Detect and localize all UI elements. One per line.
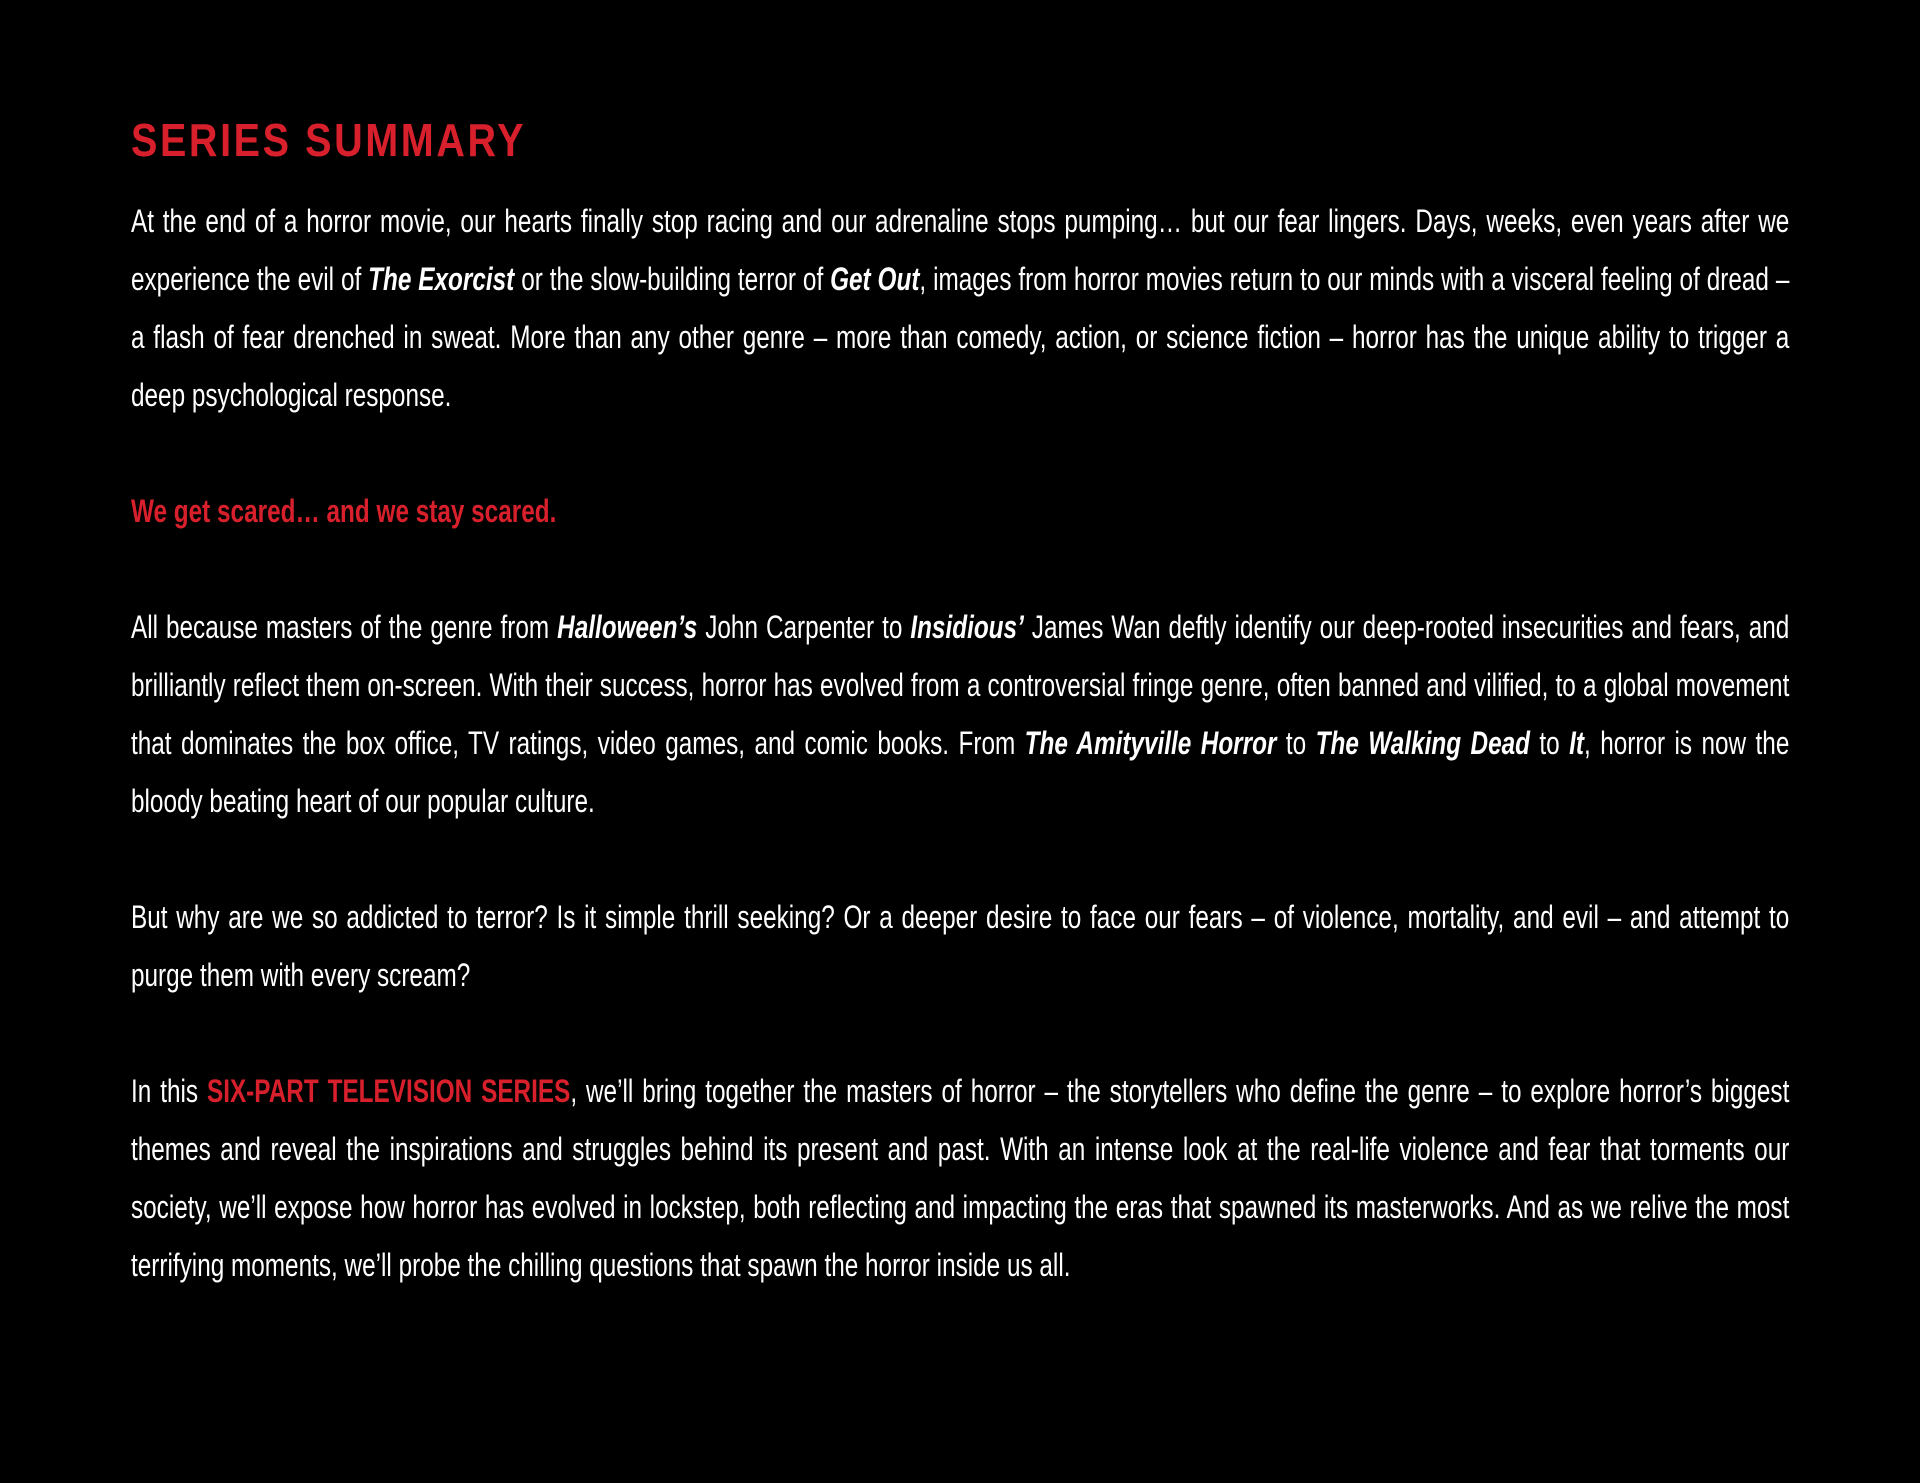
film-title: Get Out — [830, 261, 920, 297]
text-run: to — [1529, 725, 1570, 761]
intro-paragraph — [131, 192, 1789, 424]
series-paragraph — [131, 1062, 1789, 1294]
text-run: , images from horror movies return to our minds with a visceral feeling of dread – a flash of fear drenched in sweat. More than any other genre – more than comedy, action, or science fiction – horror has the unique ability to trigger a deep psychological response. — [131, 261, 1790, 413]
series-highlight: SIX-PART TELEVISION SERIES — [206, 1073, 571, 1109]
text-run: , we’ll bring together the masters of horror – the storytellers who define the genre – to explore horror’s biggest themes and reveal the inspirations and struggles behind its present and past. With an intense look at the real-life violence and fear that torments our society, we’ll expose how horror has evolved in lockstep, both reflecting and impacting the eras that spawned its masterworks. And as we relive the most terrifying moments, we’ll probe the chilling questions that spawn the horror inside us all. — [131, 1073, 1790, 1283]
film-title: The Exorcist — [368, 261, 515, 297]
film-title: Insidious’ — [910, 609, 1024, 645]
page-title: SERIES SUMMARY — [131, 114, 527, 166]
question-paragraph: But why are we so addicted to terror? Is it simple thrill seeking? Or a deeper desire to face our fears – of violence, mortality, and evil – and attempt to purge them with every scream? — [131, 899, 1790, 993]
text-run: In this — [131, 1073, 207, 1109]
text-run: All because masters of the genre from — [131, 609, 558, 645]
text-run: or the slow-building terror of — [514, 261, 831, 297]
tagline: We get scared… and we stay scared. — [131, 493, 557, 529]
film-title: The Amityville Horror — [1024, 725, 1277, 761]
series-summary-page — [131, 112, 1789, 1294]
text-run: to — [1276, 725, 1316, 761]
masters-paragraph — [131, 598, 1789, 830]
text-run: At the end of a horror movie, our hearts finally stop racing and our adrenaline stops pumping… but our fear lingers. Days, weeks, even years after we experience the evil of — [131, 203, 1790, 297]
film-title: Halloween’s — [557, 609, 698, 645]
text-run: John Carpenter to — [697, 609, 911, 645]
text-run: James Wan deftly identify our deep-rooted insecurities and fears, and brilliantly reflect them on-screen. With their success, horror has evolved from a controversial fringe genre, often banned and vilified, to a global movement that dominates the box office, TV ratings, video games, and comic books. From — [131, 609, 1790, 761]
text-run: , horror is now the bloody beating heart of our popular culture. — [131, 725, 1790, 819]
film-title: It — [1569, 725, 1585, 761]
film-title: The Walking Dead — [1315, 725, 1530, 761]
